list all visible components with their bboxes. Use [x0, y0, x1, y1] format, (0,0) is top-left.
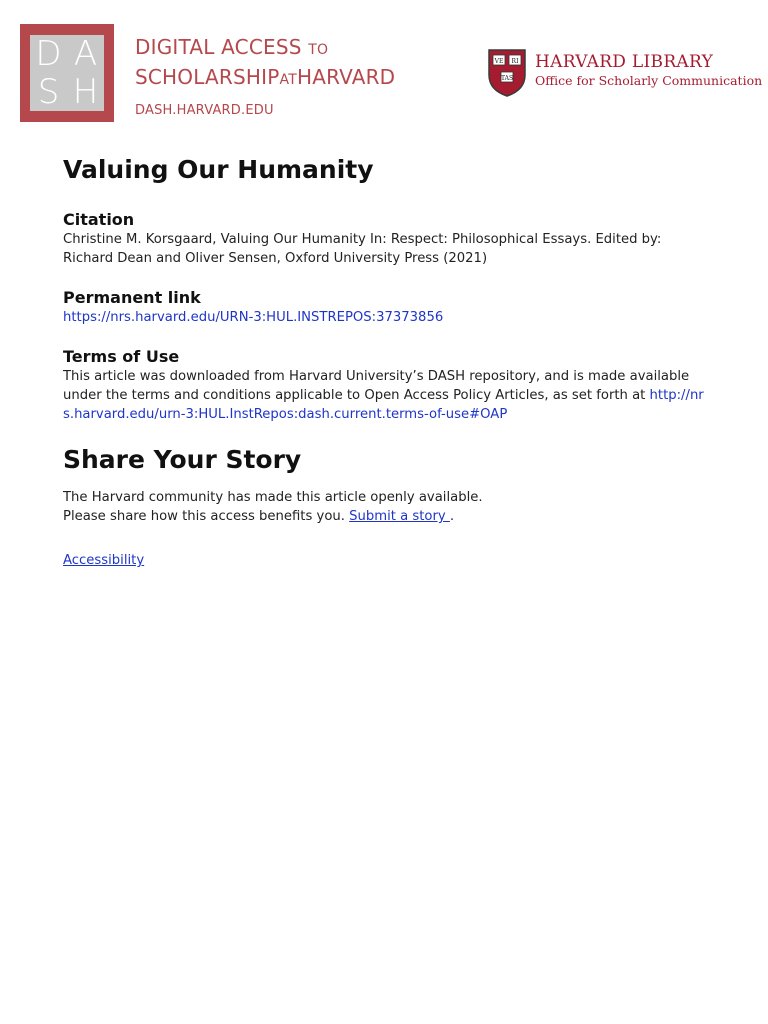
dash-logo [20, 24, 114, 122]
harvard-library-wordmark [535, 52, 762, 89]
dash-wordmark [135, 34, 395, 119]
shield-text-ve: VE [494, 58, 504, 65]
harvard-office-subtitle: Office for Scholarly Communication [535, 73, 763, 88]
share-prompt: Please share how this access benefits you. [63, 509, 350, 524]
dash-title-scholarship: SCHOLARSHIP [135, 65, 280, 89]
permalink-link[interactable]: https://nrs.harvard.edu/URN-3:HUL.INSTREPOS:37373856 [63, 310, 444, 325]
harvard-library-title: HARVARD LIBRARY [535, 52, 714, 72]
dash-title-to: TO [308, 42, 329, 58]
share-line-2 [63, 507, 713, 526]
dash-url: DASH.HARVARD.EDU [135, 103, 274, 118]
share-heading: Share Your Story [63, 445, 302, 474]
dash-letter-a: A [73, 34, 98, 74]
main-content [63, 152, 713, 570]
citation-text: Christine M. Korsgaard, Valuing Our Humanity In: Respect: Philosophical Essays. Edited by: Richard Dean and Oliver Sensen, Oxford University Press (2021) [63, 232, 662, 266]
dash-title-at: AT [279, 72, 297, 88]
harvard-shield-icon [488, 49, 526, 97]
dash-logo-grid [30, 35, 104, 111]
submit-story-link[interactable]: Submit a story [349, 509, 450, 524]
terms-paragraph [63, 367, 713, 424]
permalink-paragraph [63, 308, 713, 327]
shield-text-ri: RI [511, 58, 519, 65]
shield-text-tas: TAS [500, 75, 514, 82]
dash-letter-d: D [35, 34, 62, 74]
dash-letter-s: S [37, 72, 60, 112]
page-title: Valuing Our Humanity [63, 155, 374, 184]
share-line-1: The Harvard community has made this article openly available. [63, 490, 483, 505]
dash-title-line2 [135, 64, 395, 94]
dash-title-digital-access: DIGITAL ACCESS [135, 35, 302, 59]
terms-heading: Terms of Use [63, 347, 180, 366]
dash-title-line1 [135, 34, 395, 64]
terms-link[interactable]: http://nrs.harvard.edu/urn-3:HUL.InstRepos:dash.current.terms-of-use#OAP [63, 388, 704, 422]
dash-letter-h: H [72, 72, 99, 112]
citation-heading: Citation [63, 210, 135, 229]
accessibility-link[interactable]: Accessibility [63, 553, 145, 568]
permalink-heading: Permanent link [63, 288, 201, 307]
share-period: . [449, 509, 455, 524]
dash-title-harvard: HARVARD [296, 65, 396, 89]
terms-text: This article was downloaded from Harvard University’s DASH repository, and is made available under the terms and conditions applicable to Open Access Policy Articles, as set forth at [63, 369, 690, 403]
